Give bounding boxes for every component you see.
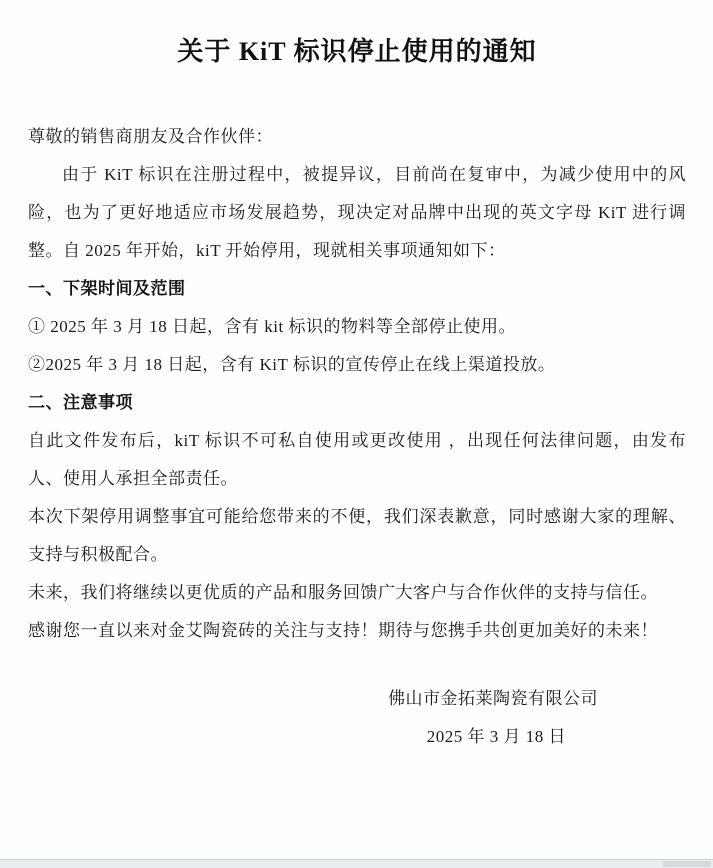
signature-date: 2025 年 3 月 18 日 <box>426 727 566 746</box>
section-heading-1: 一、下架时间及范围 <box>28 279 186 298</box>
note-paragraph-4: 感谢您一直以来对金艾陶瓷砖的关注与支持！期待与您携手共创更加美好的未来！ <box>28 621 658 640</box>
intro-paragraph: 由于 KiT 标识在注册过程中，被提异议，目前尚在复审中，为减少使用中的风险，也为了更好地适应市场发展趋势，现决定对品牌中出现的英文字母 KiT 进行调整。自 2025 年开始，kiT 开始停用，现就相关事项通知如下： <box>28 165 686 260</box>
notice-item-2: ②2025 年 3 月 18 日起，含有 KiT 标识的宣传停止在线上渠道投放。 <box>28 355 556 374</box>
notice-title: 关于 KiT 标识停止使用的通知 <box>177 37 537 66</box>
notice-item-1: ① 2025 年 3 月 18 日起，含有 kit 标识的物料等全部停止使用。 <box>28 317 516 336</box>
note-paragraph-1: 自此文件发布后，kiT 标识不可私自使用或更改使用 ，出现任何法律问题，由发布人、使用人承担全部责任。 <box>28 431 686 488</box>
signature-block <box>28 680 686 756</box>
note-paragraph-2: 本次下架停用调整事宜可能给您带来的不便，我们深表歉意，同时感谢大家的理解、支持与积极配合。 <box>28 507 686 564</box>
salutation: 尊敬的销售商朋友及合作伙伴： <box>28 127 273 146</box>
bottom-scrollbar[interactable] <box>0 859 713 868</box>
scrollbar-thumb[interactable] <box>663 861 711 867</box>
company-signature: 佛山市金拓莱陶瓷有限公司 <box>388 689 598 708</box>
section-heading-2: 二、注意事项 <box>28 393 133 412</box>
note-paragraph-3: 未来，我们将继续以更优质的产品和服务回馈广大客户与合作伙伴的支持与信任。 <box>28 583 658 602</box>
